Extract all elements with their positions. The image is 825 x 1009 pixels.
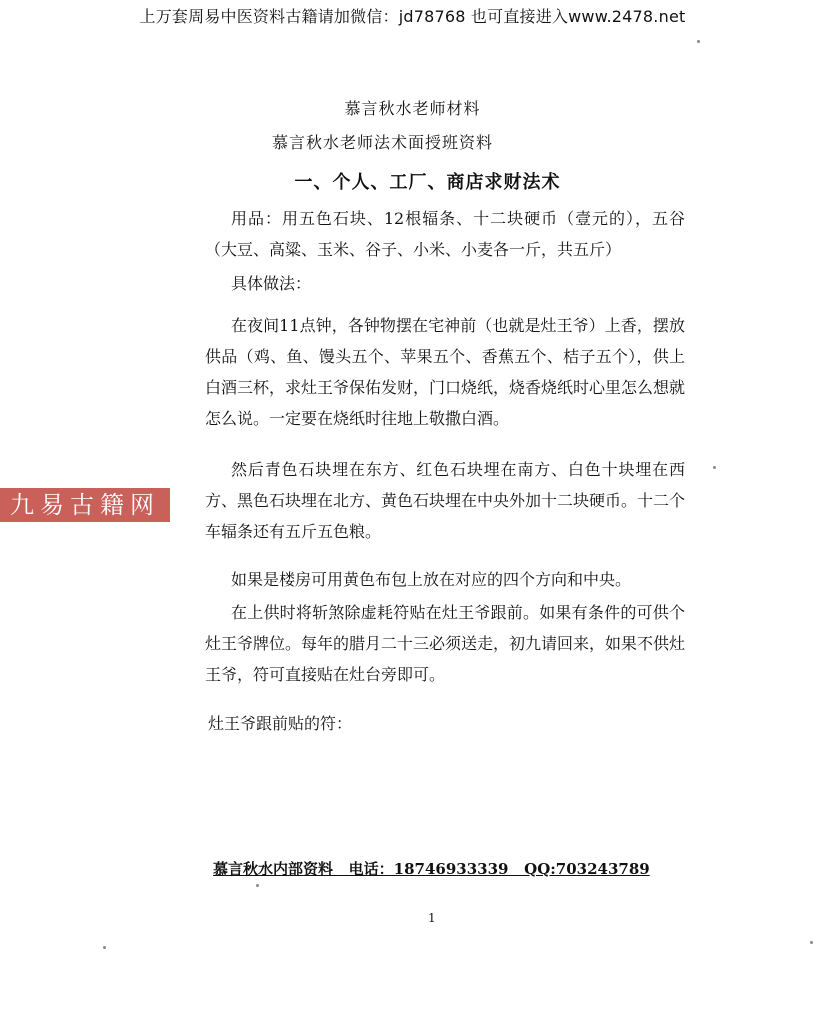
scan-speck	[256, 884, 259, 887]
watermark-logo: 九易古籍网	[0, 488, 170, 522]
scan-speck	[713, 466, 716, 469]
scan-speck	[103, 946, 106, 949]
footer-contact: 慕言秋水内部资料 电话：18746933339 QQ:703243789	[213, 860, 650, 878]
method-heading: 具体做法：	[231, 274, 312, 293]
header-banner: 上万套周易中医资料古籍请加微信：jd78768 也可直接进入www.2478.net	[139, 7, 686, 26]
materials-paragraph: 用品：用五色石块、12根辐条、十二块硬币（壹元的），五谷（大豆、高粱、玉米、谷子、小米、小麦各一斤，共五斤）	[205, 209, 685, 259]
scan-speck	[697, 40, 700, 43]
talisman-label: 灶王爷跟前贴的符：	[208, 714, 353, 733]
building-paragraph: 如果是楼房可用黄色布包上放在对应的四个方向和中央。	[231, 570, 632, 589]
page-number: 1	[428, 911, 436, 925]
stones-paragraph: 然后青色石块埋在东方、红色石块埋在南方、白色十块埋在西方、黑色石块埋在北方、黄色石块埋在中央外加十二块硬币。十二个车辐条还有五斤五色粮。	[205, 460, 686, 541]
document-title: 慕言秋水老师材料	[344, 99, 481, 118]
scan-speck	[810, 941, 813, 944]
ritual-paragraph: 在夜间11点钟，各钟物摆在宅神前（也就是灶王爷）上香，摆放供品（鸡、鱼、馒头五个、苹果五个、香蕉五个、桔子五个），供上白酒三杯，求灶王爷保佑发财，门口烧纸，烧香烧纸时心里怎么想就怎么说。一定要在烧纸时往地上敬撒白酒。	[205, 316, 686, 428]
document-subtitle: 慕言秋水老师法术面授班资料	[271, 133, 493, 152]
section-heading: 一、个人、工厂、商店求财法术	[294, 172, 561, 193]
talisman-paragraph: 在上供时将斩煞除虚耗符贴在灶王爷跟前。如果有条件的可供个灶王爷牌位。每年的腊月二十三必须送走，初九请回来，如果不供灶王爷，符可直接贴在灶台旁即可。	[205, 603, 686, 684]
